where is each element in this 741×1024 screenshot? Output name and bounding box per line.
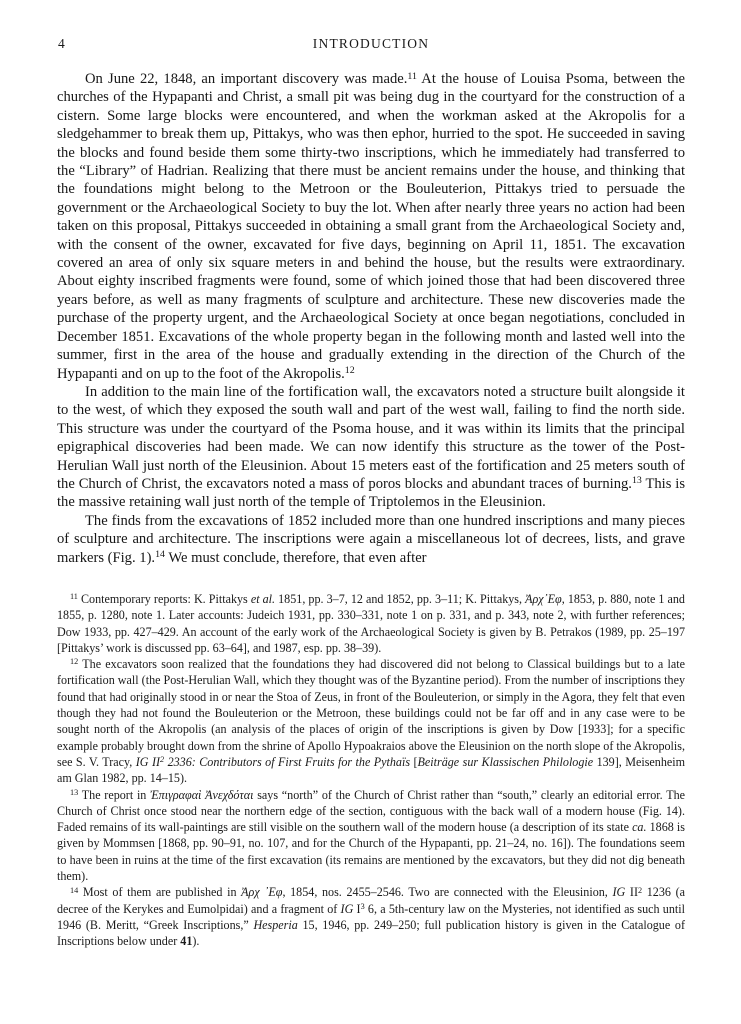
text-run: 139], Meisenheim am Glan 1982, pp. 14–15). — [57, 754, 686, 786]
paragraph-2 — [57, 383, 685, 512]
footnote-marker: 11 — [407, 70, 417, 82]
text-run: Ἀρχ ᾽Εφ — [241, 885, 283, 900]
text-run: ca. — [632, 820, 647, 835]
footnote-11 — [57, 591, 685, 656]
text-run: We must conclude, therefore, that even after — [165, 549, 427, 566]
footnote-12 — [57, 656, 685, 786]
paragraph-3 — [57, 512, 685, 567]
running-head-title: INTRODUCTION — [312, 36, 430, 51]
text-run: The report in — [78, 787, 151, 802]
text-run: The finds from the excavations of 1852 included more than one hundred inscriptions and many pieces of sculpture and architecture. The inscriptions were again a miscellaneous lot of decrees, lists, and grave markers (Fig. 1). — [57, 512, 685, 566]
text-run: IG — [612, 885, 626, 900]
text-run: 1236 (a decree of the Kerykes and Eumolpidai) and a fragment of — [57, 885, 685, 916]
text-run: [ — [410, 754, 418, 769]
footnotes — [57, 591, 685, 950]
footnote-marker: 14 — [70, 885, 79, 895]
footnote-marker: 13 — [631, 475, 642, 487]
text-run: IG II — [135, 754, 161, 769]
text-run: The excavators soon realized that the foundations they had discovered did not belong to Classical buildings but to a late fortification wall (the Post-Herulian Wall, which they thought was of the Byzantine period). From the number of inscriptions they found that had originally stood in or near the Stoa of Zeus, in front of the Bouleuterion, or simply in the Agora, they felt that even though they had not found the Bouleuterion or the Metroon, these buildings could not be far off and in any case were to be sought north of the Akropolis (an analysis of the places of origin of the inscriptions is given by Dow [1933]; for a specific example probably brought down from the shrine of Apollo Hypoakraios above the Eleusinion on the north slope of the Akropolis, see S. V. Tracy, — [57, 657, 685, 769]
footnote-marker: 12 — [344, 365, 355, 377]
footnote-marker: 3 — [360, 901, 365, 911]
text-run: , 1853, p. 880, note 1 and 1855, p. 1280, note 1. Later accounts: Judeich 1931, pp. 330–331, note 1 on p. 331, and p. 343, note 2, with further references; Dow 1933, pp. 427–429. An account of the early work of the Archaeological Society is given by B. Petrakos (1989, pp. 25–197 [Pittakys’ work is discussed pp. 63–64], and 1987, esp. pp. 38–39). — [57, 591, 685, 655]
footnote-13 — [57, 787, 685, 885]
text-run: This is the massive retaining wall just north of the temple of Triptolemos in the Eleusinion. — [57, 475, 685, 511]
footnote-marker: 12 — [70, 657, 79, 667]
page-number: 4 — [58, 36, 65, 51]
text-run: Contemporary reports: K. Pittakys — [77, 591, 251, 606]
footnote-marker: 2 — [160, 755, 165, 765]
text-run: In addition to the main line of the fortification wall, the excavators noted a structure built alongside it to the west, of which they exposed the south wall and part of the west wall, failing to find the north side. This structure was under the courtyard of the Psoma house, and it was within its limits that the principal epigraphical discoveries had been made. We can now identify this structure as the tower of the Post-Herulian Wall just north of the Eleusinion. About 15 meters east of the fortification and 25 meters south of the Church of Christ, the excavators noted a mass of poros blocks and abundant traces of burning. — [57, 383, 685, 492]
footnote-14 — [57, 884, 685, 949]
text-run: says “north” of the Church of Christ rather than “south,” clearly an editorial error. The Church of Christ once stood near the northern edge of the section, contiguous with the back wall of a modern house (Fig. 14). Faded remains of its wall-paintings are still visible on the southern wall of the modern house (a description of its state — [57, 787, 685, 835]
text-run: Ἐπιγραφαὶ Ἀνεχδόται — [150, 787, 254, 802]
text-run: II — [625, 885, 638, 900]
running-head — [57, 36, 685, 54]
footnote-marker: 13 — [70, 787, 79, 797]
footnote-marker: 11 — [70, 592, 78, 602]
footnote-marker: 2 — [637, 885, 643, 895]
text-run: On June 22, 1848, an important discovery was made. — [85, 71, 408, 87]
text-run: Beiträge sur Klassischen Philologie — [417, 754, 594, 769]
text-run: 2336: Contributors of First Fruits for the Pythaïs — [164, 754, 411, 769]
text-run: 15, 1946, pp. 249–250; full publication history is given in the Catalogue of Inscriptions below under — [57, 917, 685, 949]
footnote-marker: 14 — [155, 549, 165, 561]
text-run: At the house of Louisa Psoma, between the churches of the Hypapanti and Christ, a small pit was being dug in the courtyard for the construction of a cistern. Some large blocks were encountered, and when the workman asked at the Akropolis for a sledgehammer to break them up, Pittakys, who was then ephor, hurried to the spot. He succeeded in saving the blocks and found beside them some thirty-two inscriptions, which he immediately had transferred to the “Library” of Hadrian. Realizing that there must be ancient remains under the house, and thinking that the foundations might belong to the Metroon or the Bouleuterion, Pittakys tried to persuade the government or the Archaeological Society to buy the lot. When after nearly three years no action had been taken on this proposal, Pittakys succeeded in obtaining a small grant from the Archaeological Society and, with the consent of the owner, excavated for five days, beginning on April 11, 1851. The excavation covered an area of only six square meters in and behind the house, but the results were extraordinary. About eighty inscribed fragments were found, some of which joined those that had been discovered three years before, as well as many fragments of sculpture and architecture. These new discoveries made the purchase of the property urgent, and the Archaeological Society at once began negotiations, concluded in December 1851. Excavations of the whole property began in the following month and lasted well into the summer, first in the area of the house and gradually extending in the direction of the Church of the Hypapanti and on up to the foot of the Akropolis. — [57, 71, 685, 382]
text-run: IG — [340, 901, 354, 916]
text-run: Ἀρχ᾽Εφ — [525, 591, 562, 606]
text-run: Hesperia — [253, 917, 298, 932]
body-text — [57, 70, 685, 567]
text-run: I — [353, 901, 361, 916]
text-run: 1851, pp. 3–7, 12 and 1852, pp. 3–11; K. Pittakys, — [275, 591, 526, 606]
text-run: 1868 is given by Mommsen [1868, pp. 90–91, no. 107, and for the Church of the Hypapanti, pp. 21–24, no. 16]). The foundations seem to have been in ruins at the time of the first excavation (its remains are mentioned by the excavators, but they did not dig beneath them). — [57, 820, 685, 884]
text-run: Most of them are published in — [78, 885, 242, 900]
text-run: , 1854, nos. 2455–2546. Two are connected with the Eleusinion, — [282, 885, 613, 900]
text-run: 41 — [180, 934, 193, 949]
paragraph-1 — [57, 70, 685, 383]
text-run: 6, a 5th-century law on the Mysteries, not identified as such until 1946 (B. Meritt, “Greek Inscriptions,” — [57, 901, 685, 932]
text-run: ). — [192, 934, 200, 949]
text-run: et al. — [250, 591, 276, 606]
